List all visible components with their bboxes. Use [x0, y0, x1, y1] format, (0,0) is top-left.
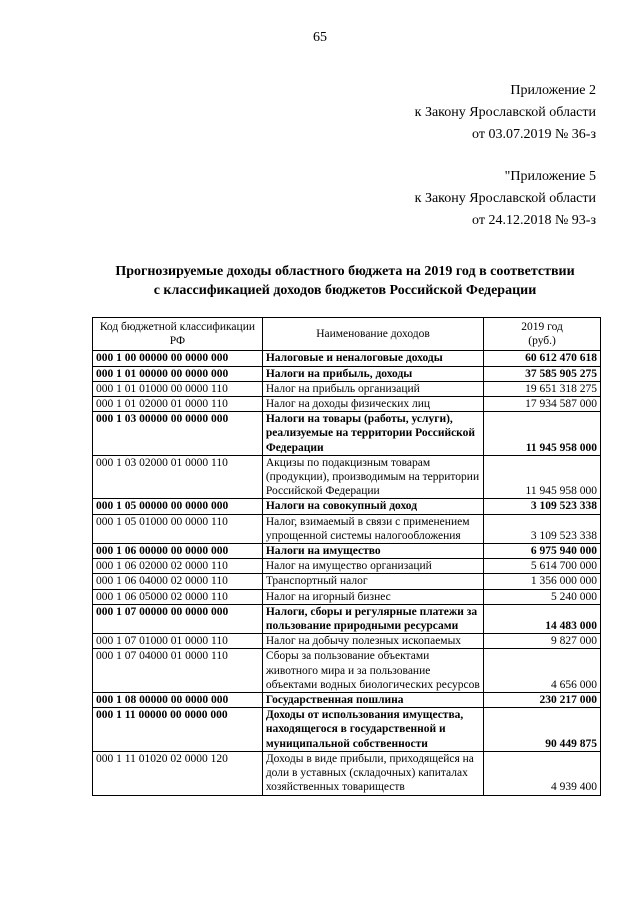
cell-amount: 37 585 905 275 [484, 366, 601, 381]
page-number: 65 [313, 30, 327, 45]
cell-amount: 1 356 000 000 [484, 574, 601, 589]
cell-amount: 3 109 523 338 [484, 514, 601, 543]
cell-code: 000 1 07 01000 01 0000 110 [93, 634, 263, 649]
cell-name: Налоговые и неналоговые доходы [262, 351, 483, 366]
table-row [93, 412, 601, 456]
appendix-line: от 24.12.2018 № 93-з [472, 213, 596, 228]
header-year [484, 318, 601, 351]
table-row [93, 634, 601, 649]
cell-name: Налог на игорный бизнес [262, 589, 483, 604]
cell-code: 000 1 01 01000 00 0000 110 [93, 381, 263, 396]
cell-code: 000 1 00 00000 00 0000 000 [93, 351, 263, 366]
document-title [80, 262, 610, 300]
cell-amount: 230 217 000 [484, 693, 601, 708]
cell-code: 000 1 06 04000 02 0000 110 [93, 574, 263, 589]
cell-code: 000 1 05 00000 00 0000 000 [93, 499, 263, 514]
header-unit-label: (руб.) [528, 335, 556, 348]
cell-code: 000 1 06 00000 00 0000 000 [93, 544, 263, 559]
cell-code: 000 1 11 01020 02 0000 120 [93, 751, 263, 795]
header-code: Код бюджетной классификации РФ [93, 318, 263, 351]
cell-name: Налоги на товары (работы, услуги), реализуемые на территории Российской Федерации [262, 412, 483, 456]
table-row [93, 544, 601, 559]
table-row [93, 514, 601, 543]
cell-amount: 5 240 000 [484, 589, 601, 604]
cell-name: Акцизы по подакцизным товарам (продукции), производимым на территории Российской Федерации [262, 455, 483, 499]
table-row [93, 649, 601, 693]
table-row [93, 499, 601, 514]
appendix-reference-original [415, 166, 596, 232]
table-row [93, 455, 601, 499]
cell-code: 000 1 08 00000 00 0000 000 [93, 693, 263, 708]
table-row [93, 693, 601, 708]
appendix-line: Приложение 2 [510, 83, 596, 98]
cell-amount: 11 945 958 000 [484, 412, 601, 456]
cell-name: Налог на прибыль организаций [262, 381, 483, 396]
table-row [93, 381, 601, 396]
cell-amount: 4 656 000 [484, 649, 601, 693]
cell-amount: 11 945 958 000 [484, 455, 601, 499]
cell-code: 000 1 05 01000 00 0000 110 [93, 514, 263, 543]
cell-code: 000 1 01 00000 00 0000 000 [93, 366, 263, 381]
cell-name: Транспортный налог [262, 574, 483, 589]
cell-amount: 6 975 940 000 [484, 544, 601, 559]
cell-code: 000 1 11 00000 00 0000 000 [93, 708, 263, 752]
appendix-reference-current [415, 80, 596, 146]
cell-name: Налоги на имущество [262, 544, 483, 559]
table-row [93, 604, 601, 633]
cell-code: 000 1 03 00000 00 0000 000 [93, 412, 263, 456]
cell-name: Налоги на прибыль, доходы [262, 366, 483, 381]
table-row [93, 366, 601, 381]
cell-name: Налоги на совокупный доход [262, 499, 483, 514]
cell-amount: 4 939 400 [484, 751, 601, 795]
cell-amount: 5 614 700 000 [484, 559, 601, 574]
cell-name: Доходы в виде прибыли, приходящейся на доли в уставных (складочных) капиталах хозяйственных товариществ [262, 751, 483, 795]
cell-name: Налог, взимаемый в связи с применением упрощенной системы налогообложения [262, 514, 483, 543]
table-header-row [93, 318, 601, 351]
table-row [93, 574, 601, 589]
cell-code: 000 1 06 02000 02 0000 110 [93, 559, 263, 574]
cell-amount: 60 612 470 618 [484, 351, 601, 366]
appendix-line: "Приложение 5 [504, 169, 596, 184]
appendix-line: к Закону Ярославской области [414, 191, 596, 206]
cell-name: Государственная пошлина [262, 693, 483, 708]
appendix-line: к Закону Ярославской области [414, 105, 596, 120]
title-line: Прогнозируемые доходы областного бюджета на 2019 год в соответствии [115, 264, 575, 279]
cell-name: Доходы от использования имущества, находящегося в государственной и муниципальной собственности [262, 708, 483, 752]
table-row [93, 559, 601, 574]
table-row [93, 589, 601, 604]
table-row [93, 708, 601, 752]
cell-name: Сборы за пользование объектами животного мира и за пользование объектами водных биологических ресурсов [262, 649, 483, 693]
cell-amount: 3 109 523 338 [484, 499, 601, 514]
cell-code: 000 1 07 04000 01 0000 110 [93, 649, 263, 693]
cell-code: 000 1 06 05000 02 0000 110 [93, 589, 263, 604]
revenue-table [92, 317, 601, 796]
table-row [93, 397, 601, 412]
header-name: Наименование доходов [262, 318, 483, 351]
cell-name: Налог на добычу полезных ископаемых [262, 634, 483, 649]
table-row [93, 351, 601, 366]
cell-name: Налоги, сборы и регулярные платежи за пользование природными ресурсами [262, 604, 483, 633]
appendix-line: от 03.07.2019 № 36-з [472, 127, 596, 142]
cell-code: 000 1 03 02000 01 0000 110 [93, 455, 263, 499]
cell-amount: 14 483 000 [484, 604, 601, 633]
cell-name: Налог на имущество организаций [262, 559, 483, 574]
cell-amount: 17 934 587 000 [484, 397, 601, 412]
header-year-label: 2019 год [521, 321, 563, 333]
cell-code: 000 1 07 00000 00 0000 000 [93, 604, 263, 633]
cell-code: 000 1 01 02000 01 0000 110 [93, 397, 263, 412]
table-row [93, 751, 601, 795]
cell-amount: 9 827 000 [484, 634, 601, 649]
cell-amount: 90 449 875 [484, 708, 601, 752]
cell-name: Налог на доходы физических лиц [262, 397, 483, 412]
cell-amount: 19 651 318 275 [484, 381, 601, 396]
title-line: с классификацией доходов бюджетов Российской Федерации [153, 283, 537, 298]
